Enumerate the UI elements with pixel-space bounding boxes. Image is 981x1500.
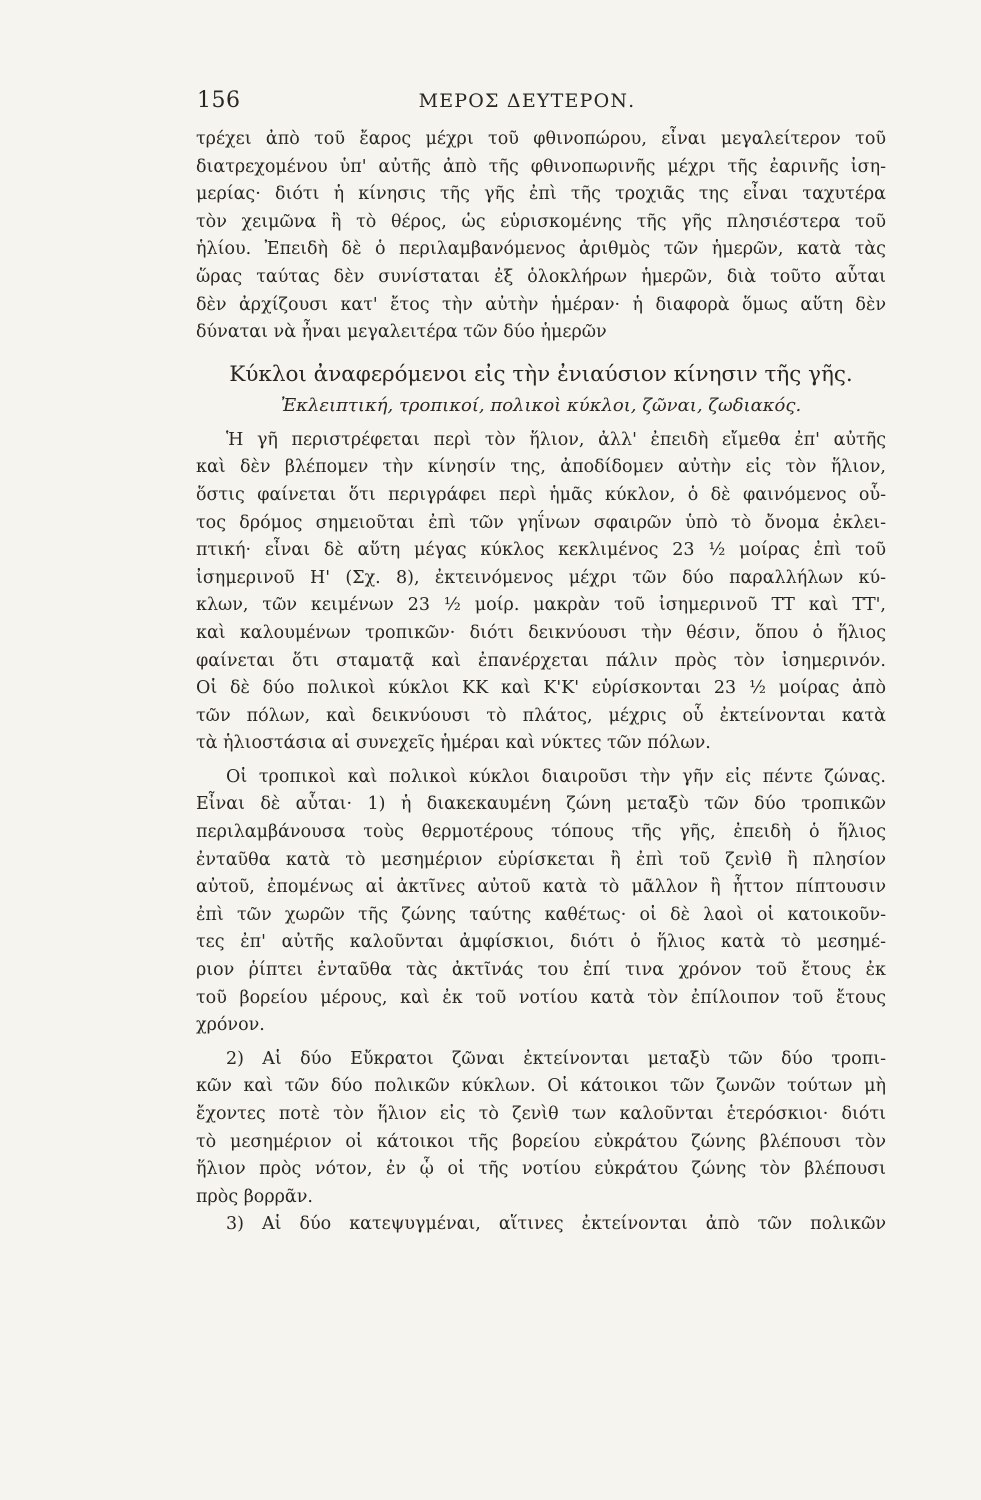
paragraph-frigid <box>196 1211 886 1239</box>
text-line: 3) Αἱ δύο κατεψυγμέναι, αἵτινες ἐκτείνονται ἀπὸ τῶν πολικῶν <box>226 1214 886 1235</box>
text-line: Ἡ γῆ περιστρέφεται περὶ τὸν ἥλιον, ἀλλ' ἐπειδὴ εἴμεθα ἐπ' αὐτῆς <box>226 429 886 450</box>
text-line: τῶν πόλων, καὶ δεικνύουσι τὸ πλάτος, μέχρις οὗ ἐκτείνονται κατὰ <box>196 705 886 726</box>
text-line: τος δρόμος σημειοῦται ἐπὶ τῶν γηΐνων σφαιρῶν ὑπὸ τὸ ὄνομα ἐκλει- <box>196 512 886 533</box>
text-line: τὰ ἡλιοστάσια αἱ συνεχεῖς ἡμέραι καὶ νύκτες τῶν πόλων. <box>196 733 711 754</box>
text-line: ὥρας ταύτας δὲν συνίσταται ἐξ ὁλοκλήρων ἡμερῶν, διὰ τοῦτο αὗται <box>196 266 886 287</box>
text-line: ἔχοντες ποτὲ τὸν ἥλιον εἰς τὸ ζενὶθ των καλοῦνται ἑτερόσκιοι· διότι <box>196 1104 886 1124</box>
text-line: ἡλίου. Ἐπειδὴ δὲ ὁ περιλαμβανόμενος ἀριθμὸς τῶν ἡμερῶν, κατὰ τὰς <box>196 239 886 260</box>
text-line: πτική· εἶναι δὲ αὕτη μέγας κύκλος κεκλιμένος 23 ½ μοίρας ἐπὶ τοῦ <box>196 540 886 561</box>
text-line: πρὸς βορρᾶν. <box>196 1186 313 1207</box>
text-line: Οἱ τροπικοὶ καὶ πολικοὶ κύκλοι διαιροῦσι τὴν γῆν εἰς πέντε ζώνας. <box>226 766 886 787</box>
text-line: μερίας· διότι ἡ κίνησις τῆς γῆς ἐπὶ τῆς τροχιᾶς της εἶναι ταχυτέρα <box>196 184 886 205</box>
text-line: αὐτοῦ, ἐπομένως αἱ ἀκτῖνες αὐτοῦ κατὰ τὸ μᾶλλον ἢ ἧττον πίπτουσιν <box>196 877 886 898</box>
paragraph-temperate <box>196 1046 886 1212</box>
text-line: Οἱ δὲ δύο πολικοὶ κύκλοι ΚΚ καὶ Κ'Κ' εὑρίσκονται 23 ½ μοίρας ἀπὸ <box>196 678 886 699</box>
text-line: ἰσημερινοῦ Η' (Σχ. 8), ἐκτεινόμενος μέχρι τῶν δύο παραλλήλων κύ- <box>196 567 886 588</box>
intro-paragraph <box>196 126 886 347</box>
text-line: περιλαμβάνουσα τοὺς θερμοτέρους τόπους τῆς γῆς, ἐπειδὴ ὁ ἥλιος <box>196 822 886 843</box>
text-line: ἐπὶ τῶν χωρῶν τῆς ζώνης ταύτης καθέτως· οἱ δὲ λαοὶ οἱ κατοικοῦν- <box>196 904 886 925</box>
text-line: καὶ καλουμένων τροπικῶν· διότι δεικνύουσι τὴν θέσιν, ὅπου ὁ ἥλιος <box>196 622 886 643</box>
text-line: τὸν χειμῶνα ἢ τὸ θέρος, ὡς εὑρισκομένης τῆς γῆς πλησιέστερα τοῦ <box>196 211 886 232</box>
text-line: ἐνταῦθα κατὰ τὸ μεσημέριον εὑρίσκεται ἢ ἐπὶ τοῦ ζενὶθ ἢ πλησίον <box>196 849 886 870</box>
text-line: κῶν καὶ τῶν δύο πολικῶν κύκλων. Οἱ κάτοικοι τῶν ζωνῶν τούτων μὴ <box>196 1076 886 1097</box>
text-line: δὲν ἀρχίζουσι κατ' ἔτος τὴν αὐτὴν ἡμέραν· ἡ διαφορὰ ὅμως αὕτη δὲν <box>196 294 886 315</box>
text-line: τρέχει ἀπὸ τοῦ ἔαρος μέχρι τοῦ φθινοπώρου, εἶναι μεγαλείτερον τοῦ <box>196 129 886 149</box>
text-line: φαίνεται ὅτι σταματᾷ καὶ ἐπανέρχεται πάλιν πρὸς τὸν ἰσημερινόν. <box>196 650 886 671</box>
text-line: ὅστις φαίνεται ὅτι περιγράφει περὶ ἡμᾶς κύκλον, ὁ δὲ φαινόμενος οὗ- <box>196 484 886 505</box>
paragraph-zones <box>196 764 886 1040</box>
page-header <box>197 88 817 118</box>
section-title: Κύκλοι ἀναφερόμενοι εἰς τὴν ἐνιαύσιον κίνησιν τῆς γῆς. <box>229 361 853 387</box>
text-line: δύναται νὰ ἦναι μεγαλειτέρα τῶν δύο ἡμερῶν <box>196 322 607 343</box>
paragraph-ecliptic <box>196 427 886 758</box>
text-line: τὸ μεσημέριον οἱ κάτοικοι τῆς βορείου εὐκράτου ζώνης βλέπουσι τὸν <box>196 1131 886 1152</box>
text-line: τες ἐπ' αὐτῆς καλοῦνται ἀμφίσκιοι, διότι ὁ ἥλιος κατὰ τὸ μεσημέ- <box>196 932 886 953</box>
running-head: ΜΕΡΟΣ ΔΕΥΤΕΡΟΝ. <box>418 90 636 112</box>
text-line: κλων, τῶν κειμένων 23 ½ μοίρ. μακρὰν τοῦ ἰσημερινοῦ ΤΤ καὶ ΤΤ', <box>196 595 886 616</box>
text-line: τοῦ βορείου μέρους, καὶ ἐκ τοῦ νοτίου κατὰ τὸν ἐπίλοιπον τοῦ ἔτους <box>196 987 886 1008</box>
text-line: 2) Αἱ δύο Εὔκρατοι ζῶναι ἐκτείνονται μεταξὺ τῶν δύο τροπι- <box>226 1048 886 1069</box>
text-line: Εἶναι δὲ αὗται· 1) ἡ διακεκαυμένη ζώνη μεταξὺ τῶν δύο τροπικῶν <box>196 794 886 815</box>
text-line: ἥλιον πρὸς νότον, ἐν ᾧ οἱ τῆς νοτίου εὐκράτου ζώνης τὸν βλέπουσι <box>196 1159 886 1180</box>
text-line: καὶ δὲν βλέπομεν τὴν κίνησίν της, ἀποδίδομεν αὐτὴν εἰς τὸν ἥλιον, <box>196 457 886 478</box>
text-line: χρόνον. <box>196 1015 265 1036</box>
page-number: 156 <box>197 88 241 113</box>
text-line: διατρεχομένου ὑπ' αὐτῆς ἀπὸ τῆς φθινοπωρινῆς μέχρι τῆς ἐαρινῆς ἰση- <box>196 156 886 177</box>
section-subtitle: Ἐκλειπτική, τροπικοί, πολικοὶ κύκλοι, ζῶναι, ζωδιακός. <box>280 394 802 416</box>
text-line: ριον ῥίπτει ἐνταῦθα τὰς ἀκτῖνάς του ἐπί τινα χρόνον τοῦ ἔτους ἐκ <box>196 960 886 981</box>
page-body <box>196 126 886 1239</box>
